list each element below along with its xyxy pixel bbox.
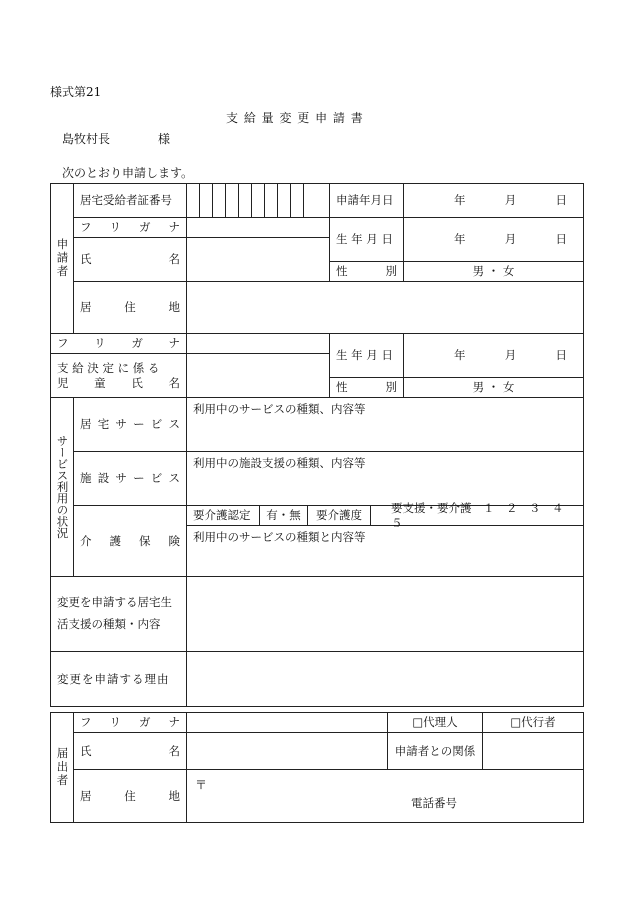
- row-applicant-furigana: [51, 218, 584, 238]
- child-name-field[interactable]: [187, 354, 330, 398]
- phone-label: 電話番号: [411, 796, 457, 810]
- child-name-label: 支 給 決 定 に 係 る 児 童 氏 名: [51, 354, 187, 398]
- main-form-table: [50, 183, 584, 707]
- row-cert-number: [51, 184, 584, 218]
- row-notifier-name: [51, 733, 584, 770]
- row-child-furigana: [51, 334, 584, 354]
- applicant-sex-field[interactable]: 男 ・ 女: [404, 262, 584, 282]
- notifier-section-cell: [51, 713, 74, 823]
- honorific: 様: [158, 132, 171, 146]
- applicant-birth-label: 生 年 月 日: [330, 218, 404, 262]
- notifier-name-label: 氏 名: [74, 733, 187, 770]
- applicant-section-label: 申請者: [55, 238, 70, 279]
- row-notifier-address: [51, 770, 584, 823]
- cert-digit-box[interactable]: [187, 184, 200, 217]
- child-furigana-field[interactable]: [187, 334, 330, 354]
- applicant-birth-field[interactable]: 年 月 日: [404, 218, 584, 262]
- apply-date-field[interactable]: 年 月 日: [404, 184, 584, 218]
- child-birth-field[interactable]: 年 月 日: [404, 334, 584, 378]
- applicant-name-label: 氏 名: [74, 238, 187, 282]
- cert-digit-box[interactable]: [239, 184, 252, 217]
- home-service-content[interactable]: 利用中のサービスの種類、内容等: [187, 398, 584, 452]
- cert-digit-box[interactable]: [278, 184, 291, 217]
- service-section-label: サービス利用の状況: [55, 435, 70, 539]
- care-cert-value[interactable]: 有・無: [260, 506, 308, 525]
- child-furigana-label: フ リ ガ ナ: [51, 334, 187, 354]
- notifier-table: [50, 712, 584, 823]
- cert-digit-box[interactable]: [265, 184, 278, 217]
- cert-digit-box[interactable]: [226, 184, 239, 217]
- row-facility-service: [51, 452, 584, 506]
- applicant-address-label: 居 住 地: [74, 282, 187, 334]
- row-applicant-address: [51, 282, 584, 334]
- facility-service-label: 施 設 サ ー ビ ス: [74, 452, 187, 506]
- child-birth-label: 生 年 月 日: [330, 334, 404, 378]
- child-sex-label: 性 別: [330, 378, 404, 398]
- cert-digit-box[interactable]: [213, 184, 226, 217]
- intro-text: 次のとおり申請します。: [62, 166, 194, 180]
- change-reason-label: 変更を申請する理由: [51, 652, 187, 707]
- applicant-name-field[interactable]: [187, 238, 330, 282]
- applicant-address-field[interactable]: [187, 282, 584, 334]
- cert-number-label: 居宅受給者証番号: [74, 184, 187, 218]
- notifier-section-label: 届出者: [55, 747, 70, 788]
- row-notifier-furigana: [51, 713, 584, 733]
- care-cert-label: 要介護認定: [187, 506, 260, 525]
- notifier-address-field[interactable]: [187, 770, 584, 823]
- agent-checkbox[interactable]: □代理人: [388, 713, 483, 733]
- relation-field[interactable]: [483, 733, 584, 770]
- row-home-service: [51, 398, 584, 452]
- notifier-furigana-label: フ リ ガ ナ: [74, 713, 187, 733]
- child-sex-field[interactable]: 男 ・ 女: [404, 378, 584, 398]
- postal-mark: 〒: [195, 778, 208, 792]
- apply-date-label: 申請年月日: [330, 184, 404, 218]
- change-kind-field[interactable]: [187, 577, 584, 652]
- care-level-label: 要介護度: [308, 506, 371, 525]
- cert-digit-box[interactable]: [200, 184, 213, 217]
- home-service-label: 居 宅 サ ー ビ ス: [74, 398, 187, 452]
- care-level-value[interactable]: 要支援・要介護 １ ２ ３ ４ ５: [391, 500, 575, 530]
- row-change-kind: [51, 577, 584, 652]
- row-care-cert: [51, 506, 584, 526]
- cert-digit-box[interactable]: [304, 184, 316, 217]
- applicant-furigana-field[interactable]: [187, 218, 330, 238]
- applicant-sex-label: 性 別: [330, 262, 404, 282]
- form-title: 支 給 量 変 更 申 請 書: [226, 111, 364, 125]
- proxy-checkbox[interactable]: □代行者: [483, 713, 584, 733]
- care-content[interactable]: 利用中のサービスの種類と内容等: [187, 526, 584, 577]
- care-label: 介 護 保 険: [74, 506, 187, 577]
- relation-label: 申請者との関係: [388, 733, 483, 770]
- change-reason-field[interactable]: [187, 652, 584, 707]
- care-cert-cell: [187, 500, 584, 530]
- addressee: 島牧村長: [62, 132, 111, 146]
- applicant-furigana-label: フ リ ガ ナ: [74, 218, 187, 238]
- applicant-section-cell: [51, 184, 74, 334]
- facility-service-content[interactable]: 利用中の施設支援の種類、内容等: [187, 452, 584, 506]
- form-number: 様式第21: [50, 85, 102, 99]
- service-section-cell: [51, 398, 74, 577]
- row-change-reason: [51, 652, 584, 707]
- notifier-address-label: 居 住 地: [74, 770, 187, 823]
- cert-digit-box[interactable]: [252, 184, 265, 217]
- cert-number-field[interactable]: [187, 184, 330, 218]
- notifier-furigana-field[interactable]: [187, 713, 388, 733]
- cert-digit-box[interactable]: [291, 184, 304, 217]
- notifier-name-field[interactable]: [187, 733, 388, 770]
- change-kind-label: 変更を申請する居宅生 活支援の種類・内容: [51, 577, 187, 652]
